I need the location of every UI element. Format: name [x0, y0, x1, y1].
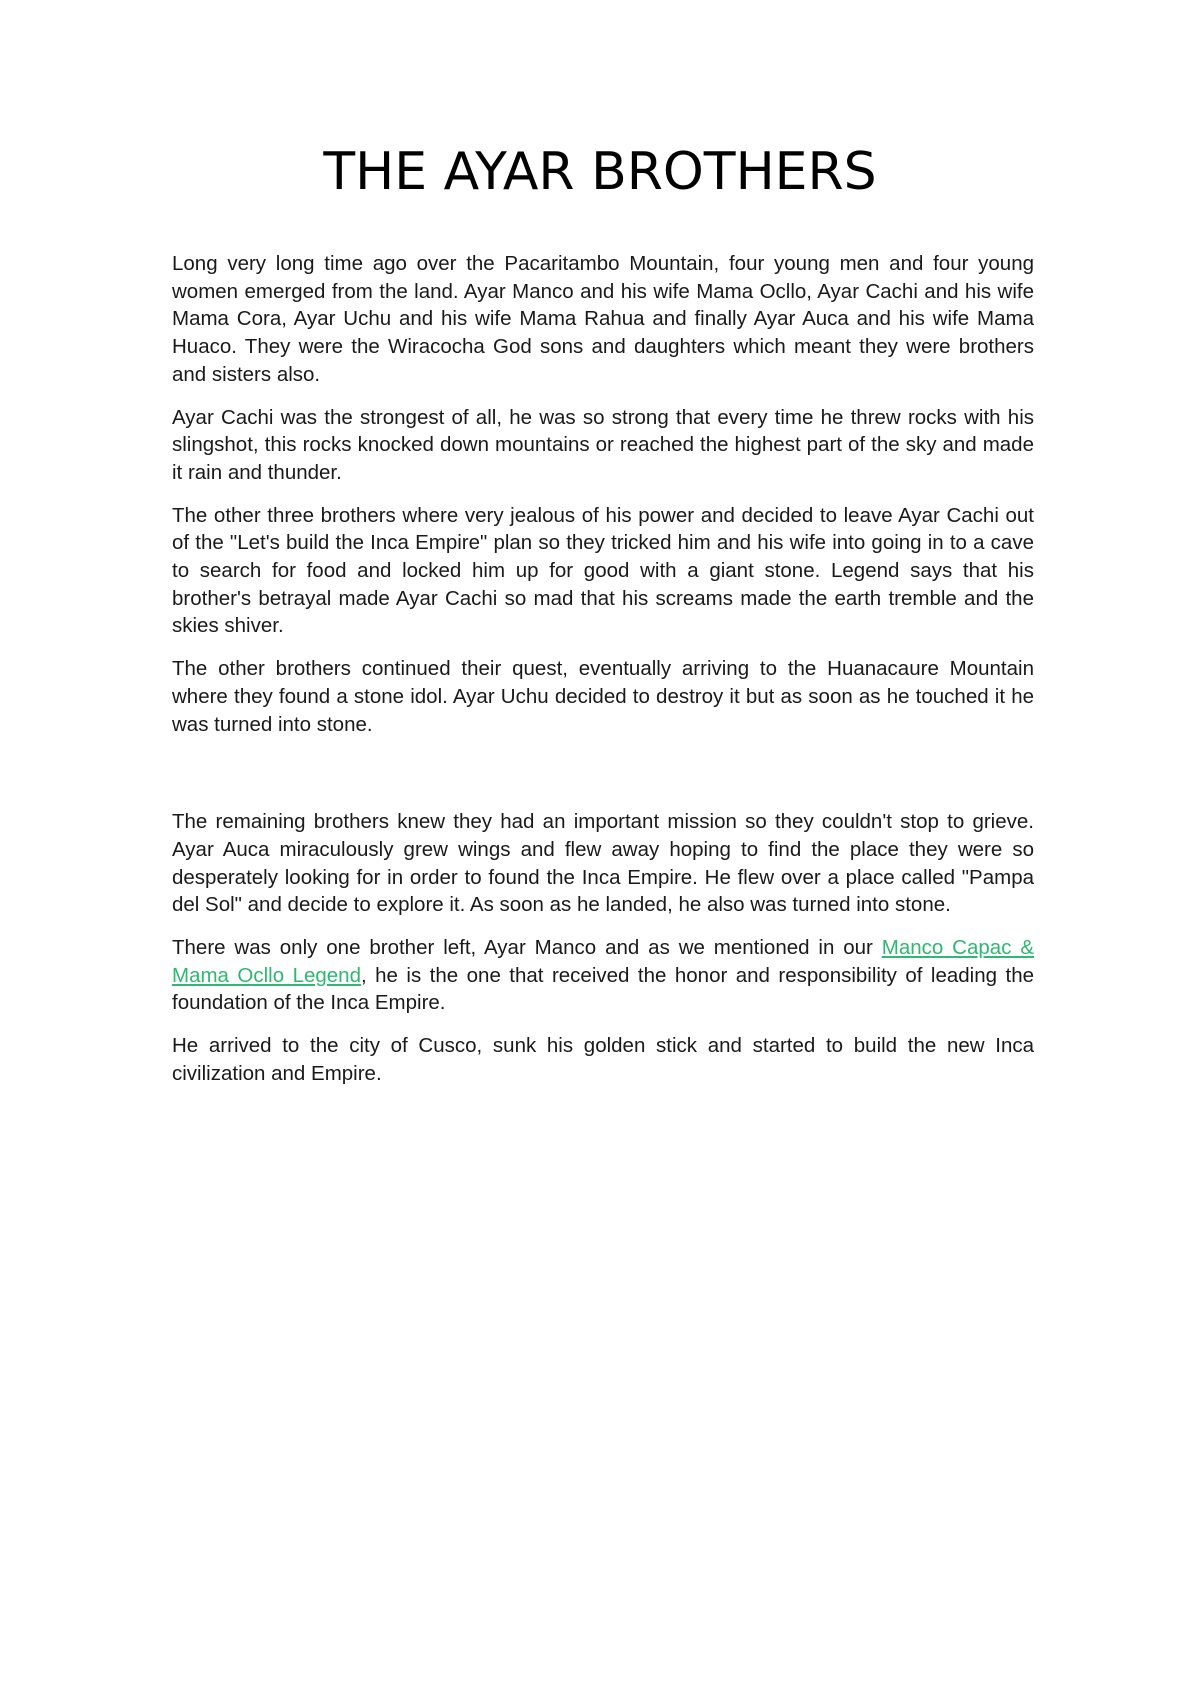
link-paragraph-after: , he is the one that received the honor and responsibility of leading the foundation of the Inca Empire. [172, 963, 1035, 1015]
paragraph-huanacaure: The other brothers continued their quest, eventually arriving to the Huanacaure Mountain where they found a stone idol. Ayar Uchu decided to destroy it but as soon as he touched it he was turned into stone. [172, 657, 1034, 736]
paragraph-ayar-cachi-strength: Ayar Cachi was the strongest of all, he was so strong that every time he threw rocks with his slingshot, this rocks knocked down mountains or reached the highest part of the sky and made it rain and thunder. [172, 405, 1034, 484]
link-paragraph-before: There was only one brother left, Ayar Manco and as we mentioned in our [172, 936, 882, 960]
document-body [172, 250, 1034, 1103]
paragraph-origin: Long very long time ago over the Pacaritambo Mountain, four young men and four young women emerged from the land. Ayar Manco and his wife Mama Ocllo, Ayar Cachi and his wife Mama Cora, Ayar Uchu and his wife Mama Rahua and finally Ayar Auca and his wife Mama Huaco. They were the Wiracocha God sons and daughters which meant they were brothers and sisters also. [172, 252, 1034, 386]
paragraph-betrayal: The other three brothers where very jealous of his power and decided to leave Ayar Cachi out of the "Let's build the Inca Empire" plan so they tricked him and his wife into going in to a cave to search for food and locked him up for good with a giant stone. Legend says that his brother's betrayal made Ayar Cachi so mad that his screams made the earth tremble and the skies shiver. [172, 503, 1034, 638]
legend-link[interactable]: Manco Capac & Mama Ocllo Legend [172, 936, 1034, 987]
document-title: THE AYAR BROTHERS [323, 142, 877, 202]
paragraph-cusco: He arrived to the city of Cusco, sunk his golden stick and started to build the new Inca civilization and Empire. [172, 1034, 1034, 1085]
paragraph-ayar-auca: The remaining brothers knew they had an important mission so they couldn't stop to grieve. Ayar Auca miraculously grew wings and flew away hoping to find the place they were so desperately looking for in order to found the Inca Empire. He flew over a place called "Pampa del Sol" and decide to explore it. As soon as he landed, he also was turned into stone. [172, 810, 1034, 917]
paragraph-ayar-manco [172, 934, 1034, 1017]
